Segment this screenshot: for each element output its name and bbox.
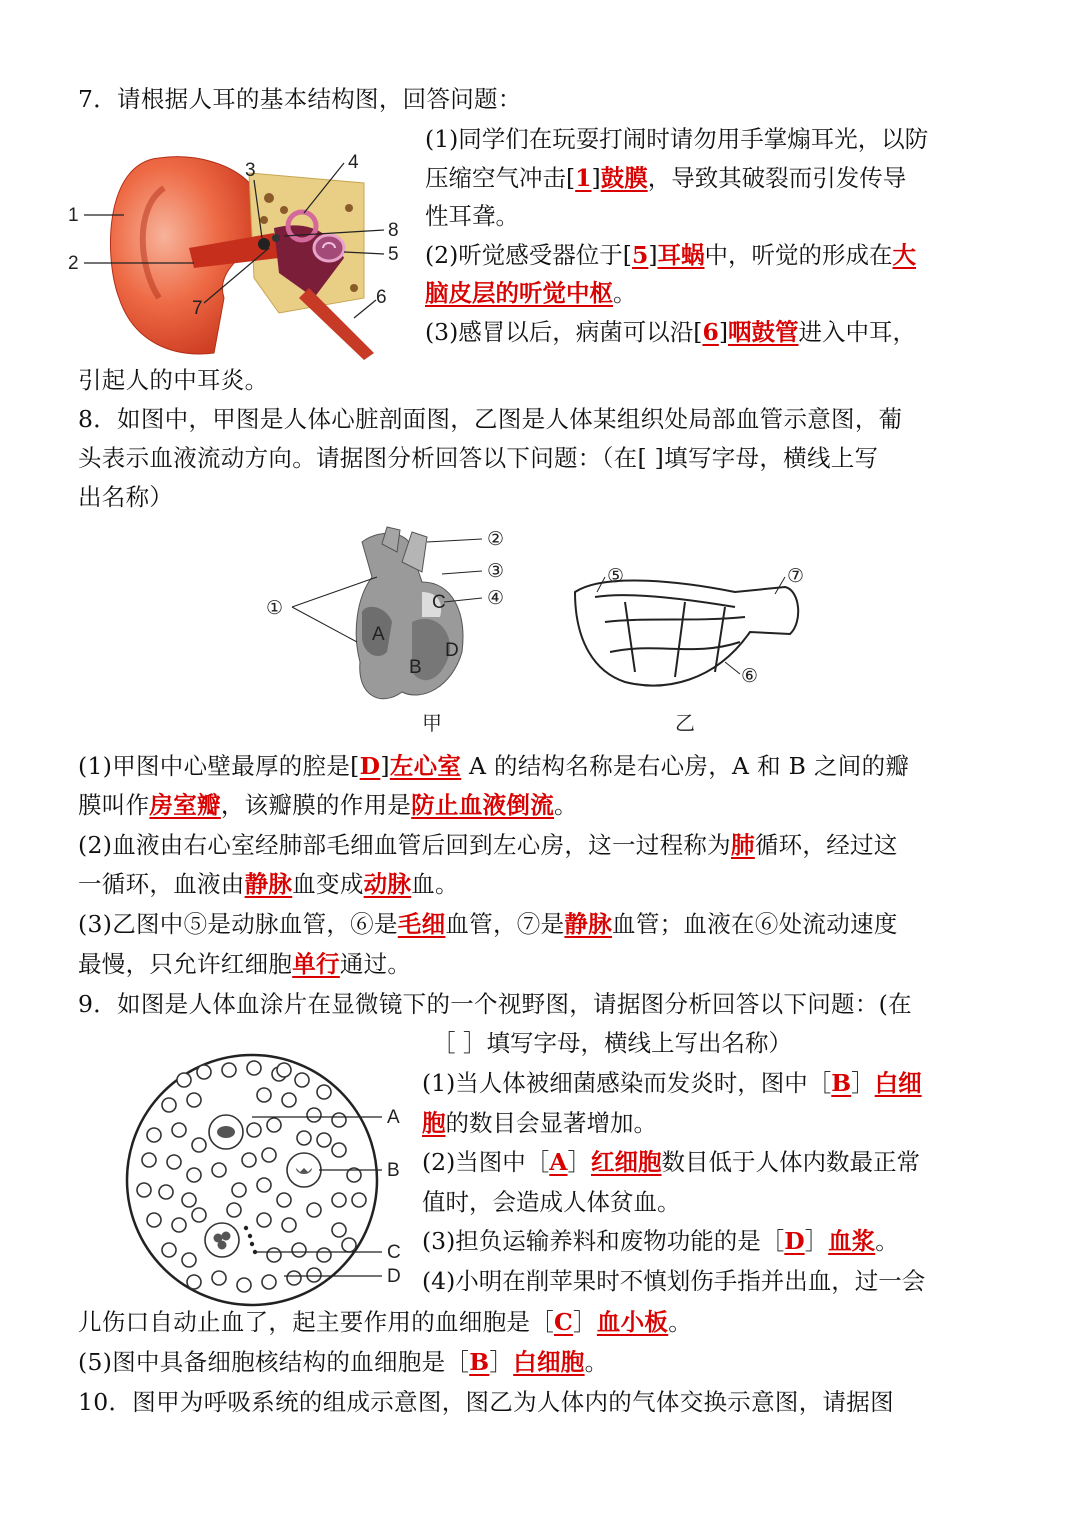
smear-label-D: D <box>387 1266 401 1287</box>
ear-label-2: 2 <box>68 253 79 274</box>
red-blood-cell <box>292 1243 306 1257</box>
q7-p1-line1: (1)同学们在玩耍打闹时请勿用手掌煽耳光，以防 <box>425 125 929 153</box>
red-blood-cell <box>222 1063 236 1077</box>
heart-label-3: ③ <box>487 561 505 582</box>
red-blood-cell <box>307 1268 321 1282</box>
smear-label-A: A <box>387 1107 400 1128</box>
q7-p3-line1: (3)感冒以后，病菌可以沿[6]咽鼓管进入中耳， <box>425 317 916 346</box>
red-blood-cell <box>187 1168 201 1182</box>
red-blood-cell <box>262 1148 276 1162</box>
ear-label-4: 4 <box>348 152 359 173</box>
red-blood-cell <box>257 1088 271 1102</box>
vessel-label-6: ⑥ <box>741 666 759 687</box>
q7-p2-line2: 脑皮层的听觉中枢。 <box>425 279 637 307</box>
caption-jia: 甲 <box>422 711 442 735</box>
ear-label-7: 7 <box>192 298 203 319</box>
caption-yi: 乙 <box>675 711 695 735</box>
red-blood-cell <box>317 1133 331 1147</box>
red-blood-cell <box>332 1223 346 1237</box>
red-blood-cell <box>332 1193 346 1207</box>
q8-p1-line2: 膜叫作房室瓣，该瓣膜的作用是防止血液倒流。 <box>78 791 578 819</box>
heart-label-A: A <box>372 624 385 645</box>
vessel-label-7: ⑦ <box>787 566 805 587</box>
q9-p3: (3)担负运输养料和废物功能的是［D］血浆。 <box>422 1227 899 1255</box>
heart-diagram <box>262 522 524 742</box>
ear-diagram <box>64 148 414 388</box>
red-blood-cell <box>227 1203 241 1217</box>
red-blood-cell <box>342 1238 356 1252</box>
red-blood-cell <box>172 1218 186 1232</box>
blood-smear-diagram <box>124 1050 424 1312</box>
smear-label-C: C <box>387 1242 401 1263</box>
red-blood-cell <box>352 1193 366 1207</box>
ear-label-3: 3 <box>245 160 256 181</box>
q8-p3-line2: 最慢，只允许红细胞单行通过。 <box>78 950 412 978</box>
white-blood-cell-c <box>205 1223 239 1257</box>
red-blood-cell <box>187 1275 201 1289</box>
red-blood-cell <box>147 1128 161 1142</box>
q7-p3-line2: 引起人的中耳炎。 <box>78 366 269 394</box>
ear-label-6: 6 <box>376 287 387 308</box>
q9-intro-1: 9．如图是人体血涂片在显微镜下的一个视野图，请据图分析回答以下问题：(在 <box>78 990 912 1018</box>
heart-label-4: ④ <box>487 588 505 609</box>
red-blood-cell <box>277 1063 291 1077</box>
smear-label-B: B <box>387 1160 400 1181</box>
ear-label-5: 5 <box>388 244 399 265</box>
red-blood-cell <box>282 1218 296 1232</box>
q7-title: 7．请根据人耳的基本结构图，回答问题： <box>78 85 522 113</box>
q9-p5: (5)图中具备细胞核结构的血细胞是［B］白细胞。 <box>78 1348 609 1376</box>
q10-intro-1: 10．图甲为呼吸系统的组成示意图，图乙为人体内的气体交换示意图，请据图 <box>78 1388 894 1416</box>
white-blood-cell <box>209 1115 243 1149</box>
red-blood-cell <box>159 1185 173 1199</box>
red-blood-cell <box>262 1275 276 1289</box>
ear-label-8: 8 <box>388 220 399 241</box>
red-blood-cell <box>167 1155 181 1169</box>
red-blood-cell <box>247 1123 261 1137</box>
red-blood-cell <box>137 1183 151 1197</box>
q9-p2-line1: (2)当图中［A］红细胞数目低于人体内数最正常 <box>422 1148 921 1176</box>
red-blood-cell <box>212 1163 226 1177</box>
white-blood-cell-b <box>287 1153 321 1187</box>
red-blood-cell <box>295 1073 309 1087</box>
red-blood-cell <box>287 1271 301 1285</box>
red-blood-cell <box>212 1271 226 1285</box>
q8-p1-line1: (1)甲图中心壁最厚的腔是[D]左心室 A 的结构名称是右心房，A 和 B 之间的瓣 <box>78 752 910 780</box>
q9-p1-line2: 胞的数目会显著增加。 <box>422 1108 657 1137</box>
q9-p1-line1: (1)当人体被细菌感染而发炎时，图中［B］白细 <box>422 1069 922 1097</box>
red-blood-cell <box>162 1098 176 1112</box>
microscope-field <box>127 1055 377 1305</box>
q9-p4-line2: 儿伤口自动止血了，起主要作用的血细胞是［C］血小板。 <box>78 1308 693 1336</box>
q8-p3-line1: (3)乙图中⑤是动脉血管，⑥是毛细血管，⑦是静脉血管；血液在⑥处流动速度 <box>78 910 898 938</box>
q8-intro-2: 头表示血液流动方向。请据图分析回答以下问题：（在[ ]填写字母，横线上写 <box>78 444 879 472</box>
q9-p4-line1: (4)小明在削苹果时不慎划伤手指并出血，过一会 <box>422 1266 926 1295</box>
red-blood-cell <box>142 1153 156 1167</box>
q9-p2-line2: 值时，会造成人体贫血。 <box>422 1187 681 1216</box>
heart-label-C: C <box>432 592 446 613</box>
q8-intro-1: 8．如图中，甲图是人体心脏剖面图，乙图是人体某组织处局部血管示意图，葡 <box>78 405 903 433</box>
red-blood-cell <box>317 1085 331 1099</box>
red-blood-cell <box>237 1278 251 1292</box>
heart-label-2: ② <box>487 529 505 550</box>
red-blood-cell <box>147 1213 161 1227</box>
ear-label-1: 1 <box>68 205 79 226</box>
q7-p2-line1: (2)听觉感受器位于[5]耳蜗中，听觉的形成在大 <box>425 240 916 269</box>
red-blood-cell <box>187 1093 201 1107</box>
q7-p1-line2: 压缩空气冲击[1]鼓膜，导致其破裂而引发传导 <box>425 163 907 192</box>
red-blood-cell <box>192 1138 206 1152</box>
red-blood-cell <box>192 1208 206 1222</box>
red-blood-cell <box>267 1248 281 1262</box>
q7-p1-line3: 性耳聋。 <box>425 202 519 230</box>
red-blood-cell <box>277 1193 291 1207</box>
vessel-diagram <box>565 562 815 742</box>
red-blood-cell <box>232 1183 246 1197</box>
red-blood-cell <box>317 1248 331 1262</box>
red-blood-cell <box>247 1061 261 1075</box>
red-blood-cell <box>182 1193 196 1207</box>
red-blood-cell <box>257 1213 271 1227</box>
red-blood-cell <box>242 1153 256 1167</box>
red-blood-cell <box>182 1253 196 1267</box>
heart-label-D: D <box>445 640 459 661</box>
q9-intro-2: ［ ］填写字母，横线上写出名称） <box>432 1029 792 1057</box>
heart-label-1: ① <box>266 598 284 619</box>
red-blood-cell <box>297 1131 311 1145</box>
red-blood-cell <box>332 1113 346 1127</box>
red-blood-cell <box>307 1203 321 1217</box>
red-blood-cell <box>177 1073 191 1087</box>
q8-intro-3: 出名称） <box>78 483 174 511</box>
vessel-label-5: ⑤ <box>607 566 625 587</box>
red-blood-cell <box>257 1178 271 1192</box>
red-blood-cell <box>172 1123 186 1137</box>
q8-p2-line2: 一循环，血液由静脉血变成动脉血。 <box>78 870 459 898</box>
red-blood-cell <box>162 1243 176 1257</box>
red-blood-cell <box>307 1108 321 1122</box>
red-blood-cell <box>197 1065 211 1079</box>
q8-p2-line1: (2)血液由右心室经肺部毛细血管后回到左心房，这一过程称为肺循环，经过这 <box>78 831 898 859</box>
red-blood-cell <box>267 1118 281 1132</box>
red-blood-cell <box>282 1093 296 1107</box>
heart-label-B: B <box>409 657 422 678</box>
red-blood-cell <box>332 1143 346 1157</box>
